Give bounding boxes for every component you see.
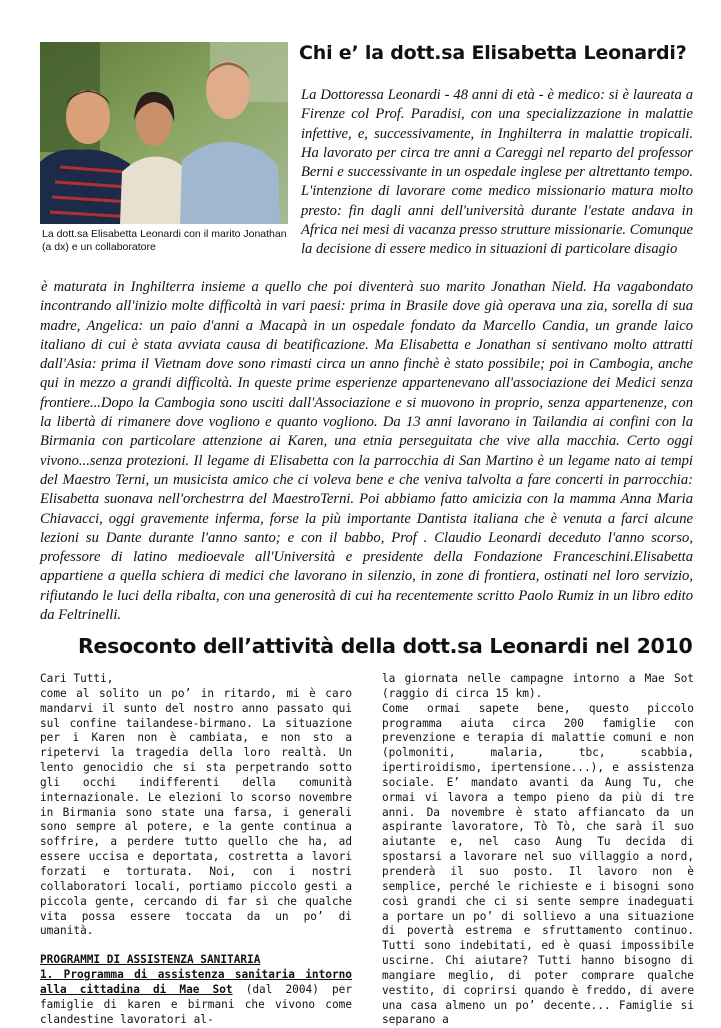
article-title-report: Resoconto dell’attività della dott.sa Leonardi nel 2010 <box>78 634 693 658</box>
right-col-text2: Come ormai sapete bene, questo piccolo programma aiuta circa 200 famiglie con prevenzione e terapia di malattie comuni e non (polmoniti, malaria, tbc, scabbia, ipertiroidismo, ipertensione...), e assistenza sociale. E’ mandato avanti da Aung Tu, che ormai vi lavora a tempo pieno da più di tre anni. Da novembre è stato affiancato da un aspirante lavoratore, Tò Tò, che sarà il suo aiutante e, nel caso Aung Tu decida di spostarsi a lavorare nel suo villaggio a nord, prenderà il suo posto. Il lavoro non è semplice, perché le richieste e i bisogni sono così grandi che ci si sente sempre inadeguati a portare un po’ di sollievo a una situazione di povertà estrema e sfruttamento continuo. Tutti sono indebitati, ed è quasi impossibile uscirne. Chi aiutare? Tutti hanno bisogno di mangiare meglio, di poter comprare qualche vestito, di coprirsi quando è freddo, di avere una casa almeno un po’ decente... Famiglie si separano a <box>382 701 694 1027</box>
report-intro: come al solito un po’ in ritardo, mi è caro mandarvi il sunto del nostro anno passato qui sul confine tailandese-birmano. La situazione per i Karen non è cambiata, e non sto a ripetervi la tragedia della loro realtà. Un lento genocidio che si sta perpetrando sotto gli occhi indifferenti della comunità internazionale. Le elezioni lo scorso novembre in Birmania sono state una farsa, i generali sono sempre al potere, e la gente continua a soffrire, a perdere tutto quello che ha, ad essere uccisa e deportata, costretta a lavori forzati e torturata. Noi, con i nostri collaboratori locali, portiamo piccolo gesti a piccola gente, cercando di far sì che qualche vita possa essere toccata da un po’ di umanità. <box>40 686 352 938</box>
right-col-text1: la giornata nelle campagne intorno a Mae Sot (raggio di circa 15 km). <box>382 672 694 700</box>
bio-paragraph-lower: è maturata in Inghilterra insieme a quello che poi diventerà suo marito Jonathan Nield. Ha vagabondato incontrando all'inizio molte difficoltà in vari paesi: prima in Brasile dove già operava una zia, sorella di sua madre, Angelica: un paio d'anni a Macapà in un ospedale fondato da Marcello Candia, un grande laico italiano di cui è stata avviata causa di beatificazione. Ma Elisabetta e Jonathan si sentivano molto attratti dall'Asia: prima il Vietnam dove sono rimasti circa un anno finchè è stato possibile; poi in Cambogia, anche qui in mezzo a grandi difficoltà. In queste prime esperienze appartenevano all'associazione dei Medici senza frontiere...Dopo la Cambogia sono usciti dall'Associazione e si muovono in proprio, senza appartenenze, con la libertà di rimanere dove vogliono e quanto vogliono. Da 13 anni lavorano in Tailandia ai confini con la Birmania con particolare attenzione ai Karen, una etnia perseguitata che vive alla macchia. Certo oggi vivono...senza protezioni. Il legame di Elisabetta con la parrocchia di San Martino è un legame nato ai tempi del Maestro Terni, un musicista amico che ci voleva bene e che veniva talvolta a fare concerti in parrocchia: Elisabetta suonava nell'orchestrra del MaestroTerni. Poi abbiamo fatto amicizia con la mamma Anna Maria Chiavacci, oggi gravemente inferma, forse la più importante Dantista italiana che è venuta a farci alcune lezioni su Dante durante l'anno santo; e con il babbo, Prof . Claudio Leonardi deceduto l'anno scorso, professore di latino medioevale all'Università e presidente della Fondazione Franceschini.Elisabetta appartiene a quella schiera di medici che lavorano in silenzio, in zone di frontiera, ostinati nel loro servizio, rifiutando le luci della ribalta, con una generosità di cui ha recentemente scritto Paolo Rumiz in un libro edito da Feltrinelli. <box>40 279 693 624</box>
bio-paragraph-upper: La Dottoressa Leonardi - 48 anni di età - è medico: si è laureata a Firenze col Prof. Paradisi, con una specializzazione in malattie infettive, e, successivamente, in Inghilterra in malattie tropicali. Ha lavorato per circa tre anni a Careggi nel reparto del professor Berni e successivante in un ospedale inglese per altrettanto tempo. L'intenzione di lavorare come medico missionario matura molto presto: fin dagli anni dell'università durante l'estate andava in Africa nei mesi di vacanza presso strutture missionarie. Comunque la decisione di essere medico in situazioni di particolare disagio <box>301 87 693 258</box>
photo-dr-leonardi <box>40 42 288 224</box>
report-column-left <box>40 672 352 1027</box>
article-title-bio: Chi e’ la dott.sa Elisabetta Leonardi? <box>299 42 687 64</box>
report-column-right <box>382 672 694 1028</box>
greeting: Cari Tutti, <box>40 672 114 685</box>
program1-title: 1. Programma di assistenza sanitaria intorno alla cittadina di Mae Sot <box>40 968 352 996</box>
section-heading: PROGRAMMI DI ASSISTENZA SANITARIA <box>40 953 261 967</box>
program1-paragraph <box>40 968 352 1027</box>
photo-caption: La dott.sa Elisabetta Leonardi con il marito Jonathan (a dx) e un collaboratore <box>42 228 287 253</box>
program1-text: (dal 2004) per famiglie di karen e birmani che vivono come clandestine lavoratori al- <box>40 982 352 1026</box>
